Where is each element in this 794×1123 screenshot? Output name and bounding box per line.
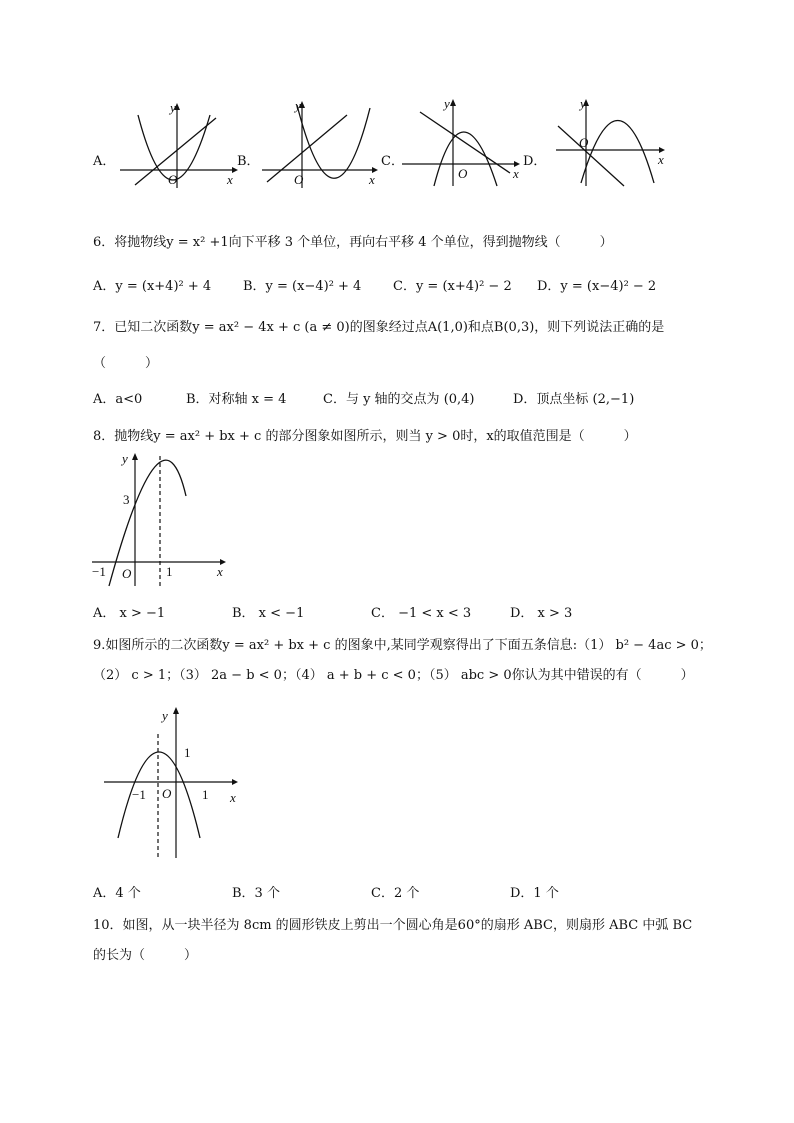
q9-stem-line2: （2） c > 1；（3） 2a − b < 0；（4） a + b + c < 0；（5） abc > 0你认为其中错误的有（ ）: [93, 668, 694, 683]
q5c-y-label: y: [444, 96, 450, 111]
q5-graph-d: [546, 98, 676, 188]
q8-option-c[interactable]: C． −1 < x < 3: [371, 606, 472, 621]
q9-stem-line1: 9.如图所示的二次函数y = ax² + bx + c 的图象中,某同学观察得出了下面五条信息:（1） b² − 4ac > 0；: [93, 638, 712, 653]
q9-tick-y-1: 1: [184, 745, 191, 760]
q9-option-a[interactable]: A．4 个: [93, 886, 141, 901]
q5a-y-label: y: [170, 100, 176, 115]
q8-y-label: y: [122, 451, 128, 466]
q9-option-b[interactable]: B．3 个: [232, 886, 280, 901]
q8-tick-minus-1: −1: [92, 564, 106, 579]
q8-stem: 8．抛物线y = ax² + bx + c 的部分图象如图所示，则当 y > 0时，x的取值范围是（ ）: [93, 429, 637, 444]
q5a-origin-label: O: [168, 172, 178, 187]
q5d-x-label: x: [658, 152, 664, 167]
q8-origin-label: O: [122, 566, 132, 581]
q9-tick-minus-1: −1: [132, 787, 146, 802]
q5-graph-a: [120, 100, 240, 190]
q8-option-a[interactable]: A． x > −1: [93, 606, 166, 621]
q5c-origin-label: O: [458, 166, 468, 181]
q8-tick-3: 3: [123, 492, 130, 507]
q6-option-c[interactable]: C．y = (x+4)² − 2: [393, 279, 512, 294]
q9-tick-x-1: 1: [202, 787, 209, 802]
q8-tick-1: 1: [166, 564, 173, 579]
q7-option-c[interactable]: C．与 y 轴的交点为 (0,4): [323, 392, 475, 407]
q7-stem: 7．已知二次函数y = ax² − 4x + c (a ≠ 0)的图象经过点A(1,0)和点B(0,3)，则下列说法正确的是: [93, 320, 665, 335]
q5d-y-label: y: [580, 96, 586, 111]
q7-option-b[interactable]: B．对称轴 x = 4: [186, 392, 287, 407]
q5-graph-c: [402, 98, 532, 188]
q7-option-a[interactable]: A．a<0: [93, 392, 143, 407]
q6-option-d[interactable]: D．y = (x−4)² − 2: [537, 279, 657, 294]
q6-stem: 6．将抛物线y = x² +1向下平移 3 个单位，再向右平移 4 个单位，得到抛物线（ ）: [93, 235, 613, 250]
q8-x-label: x: [217, 564, 223, 579]
q10-stem-line2: 的长为（ ）: [93, 948, 198, 963]
q7-option-d[interactable]: D．顶点坐标 (2,−1): [513, 392, 635, 407]
q10-stem-line1: 10．如图，从一块半径为 8cm 的圆形铁皮上剪出一个圆心角是60°的扇形 ABC，则扇形 ABC 中弧 BC: [93, 918, 693, 933]
q5-option-a-label: A．: [93, 154, 116, 169]
q9-option-c[interactable]: C．2 个: [371, 886, 420, 901]
q5a-x-label: x: [227, 172, 233, 187]
q6-option-b[interactable]: B．y = (x−4)² + 4: [243, 279, 362, 294]
q7-paren: （ ）: [93, 356, 159, 371]
q9-origin-label: O: [162, 786, 172, 801]
q9-option-d[interactable]: D．1 个: [510, 886, 559, 901]
q5-option-b-label: B．: [237, 154, 260, 169]
q5c-x-label: x: [513, 166, 519, 181]
q5b-x-label: x: [369, 172, 375, 187]
q8-option-b[interactable]: B． x < −1: [232, 606, 305, 621]
q5b-origin-label: O: [294, 172, 304, 187]
q5-graph-b: [262, 100, 382, 190]
q9-graph: [104, 706, 254, 866]
q6-option-a[interactable]: A．y = (x+4)² + 4: [93, 279, 212, 294]
q8-graph: [92, 448, 242, 588]
q5-option-d-label: D．: [523, 154, 547, 169]
q8-option-d[interactable]: D． x > 3: [510, 606, 573, 621]
q9-y-label: y: [162, 708, 168, 723]
q5d-origin-label: O: [579, 135, 589, 150]
q5b-y-label: y: [295, 98, 301, 113]
q5-option-c-label: C．: [381, 154, 404, 169]
q9-x-label: x: [230, 790, 236, 805]
